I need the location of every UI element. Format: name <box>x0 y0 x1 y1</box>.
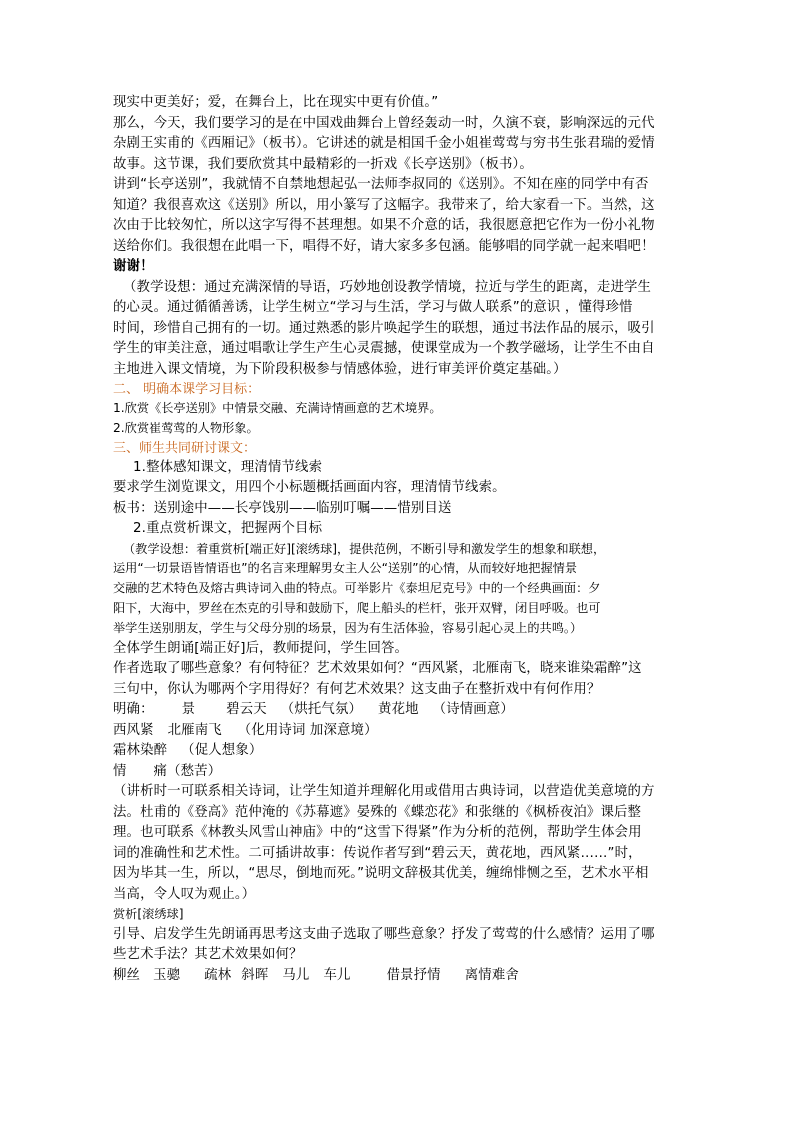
text-line: 故事。这节课，我们要欣赏其中最精彩的一折戏《长亭送别》（板书）。 <box>113 156 533 172</box>
text-line: 当高，令人叹为观止。） <box>113 886 256 902</box>
clarify-row <box>113 721 683 742</box>
text-line: 次由于比较匆忙，所以这字写得不甚理想。如果不介意的话，我很愿意把它作为一份小礼物 <box>113 218 655 233</box>
text-line: 主地进入课文情境，为下阶段积极参与情感体验，进行审美评价奠定基础。） <box>113 361 567 377</box>
clarify-cell: （化用诗词 加深意境） <box>237 722 378 738</box>
text-line: 学生的审美注意，通过唱歌让学生产生心灵震撼，使课堂成为一个教学磁场，让学生不由自 <box>113 341 655 356</box>
board-writing: 板书：送别途中——长亭饯别——临别叮嘱——惜别目送 <box>113 500 452 516</box>
clarify-cell: （诗情画意） <box>432 702 514 718</box>
imagery-row <box>113 966 683 987</box>
text-line: （教学设想：通过充满深情的导语，巧妙地创设教学情境，拉近与学生的距离，走进学生 <box>123 279 652 295</box>
text-line: 时间，珍惜自己拥有的一切。通过熟悉的影片唤起学生的联想，通过书法作品的展示，吸引 <box>113 320 655 336</box>
section-heading-study: 三、师生共同研讨课文： <box>113 440 257 456</box>
document-page <box>113 93 683 986</box>
goal-item: 2.欣赏崔莺莺的人物形象。 <box>113 420 259 435</box>
text-line: 杂剧王实甫的《西厢记》（板书）。它讲述的就是相国千金小姐崔莺莺与穷书生张君瑞的爱情 <box>113 136 655 151</box>
clarify-cell: 碧云天 <box>226 702 267 718</box>
appreciate-title: 赏析[滚绣球] <box>113 907 184 922</box>
text-line: （讲析时一可联系相关诗词，让学生知道并理解化用或借用古典诗词，以营造优美意境的方 <box>113 784 655 800</box>
teaching-design-3 <box>113 782 683 905</box>
clarify-cell: 西风紧 <box>113 722 154 738</box>
text-line: 要求学生浏览课文，用四个小标题概括画面内容，理清情节线索。 <box>113 480 506 496</box>
text-line: 谢谢！ <box>113 259 154 274</box>
text-line: 些艺术手法？其艺术效果如何？ <box>113 947 303 963</box>
text-line: 词的准确性和艺术性。二可插讲故事：传说作者写到“碧云天，黄花地，西风紧……”时， <box>113 845 642 861</box>
text-line: 送给你们。我很想在此唱一下，唱得不好，请大家多多包涵。能够唱的同学就一起来唱吧！ <box>113 238 655 254</box>
teaching-design-2 <box>113 540 683 639</box>
clarify-row <box>113 741 683 762</box>
imagery-cell: 柳丝 <box>113 967 141 983</box>
text-line: 举学生送别朋友，学生与父母分别的场景，因为有生活体验，容易引起心灵上的共鸣。） <box>113 620 583 635</box>
imagery-cell: 离情难舍 <box>464 967 519 983</box>
clarify-cell: 情 <box>113 763 127 779</box>
imagery-cell: 斜晖 <box>241 967 269 983</box>
text-line: （教学设想：着重赏析[端正好][滚绣球]，提供范例，不断引导和激发学生的想象和联想， <box>123 541 606 556</box>
text-line: 理。也可联系《林教头风雪山神庙》中的“这雪下得紧”作为分析的范例，帮助学生体会用 <box>113 825 642 841</box>
clarify-label: 明确： <box>113 702 154 718</box>
text-line: 现实中更美好；爱，在舞台上，比在现实中更有价值。” <box>113 95 439 110</box>
text-line: 的心灵。通过循循善诱，让学生树立“学习与生活，学习与做人联系”的意识 ，懂得珍惜 <box>113 300 633 315</box>
text-line: 那么，今天，我们要学习的是在中国戏曲舞台上曾经轰动一时，久演不衰，影响深远的元代 <box>113 115 655 131</box>
imagery-cell: 车儿 <box>323 967 351 983</box>
imagery-cell: 玉骢 <box>153 967 181 983</box>
text-line: 全体学生朗诵[端正好]后，教师提问，学生回答。 <box>113 640 409 656</box>
text-line: 引导、启发学生先朗诵再思考这支曲子选取了哪些意象？抒发了莺莺的什么感情？运用了哪 <box>113 926 655 942</box>
text-line: 三句中，你认为哪两个字用得好？有何艺术效果？这支曲子在整折戏中有何作用？ <box>113 681 601 697</box>
step-title: 2.重点赏析课文，把握两个目标 <box>133 521 323 537</box>
clarify-row <box>113 762 683 783</box>
imagery-cell: 马儿 <box>282 967 310 983</box>
clarify-cell: （促人想象） <box>181 743 263 759</box>
clarify-cell: 黄花地 <box>378 702 419 718</box>
clarify-cell: （烘托气氛） <box>280 702 363 718</box>
clarify-row <box>113 700 683 721</box>
text-line: 法。杜甫的《登高》范仲淹的《苏幕遮》晏殊的《蝶恋花》和张继的《枫桥夜泊》课后整 <box>113 804 642 820</box>
paragraph-intro-end <box>113 93 683 175</box>
goal-item: 1.欣赏《长亭送别》中情景交融、充满诗情画意的艺术境界。 <box>113 401 442 415</box>
teaching-design-1 <box>113 278 683 381</box>
clarify-cell: 痛（愁苦） <box>153 763 222 779</box>
text-line: 知道？我很喜欢这《送别》所以，用小篆写了这幅字。我带来了，给大家看一下。当然，这 <box>113 197 655 213</box>
text-line: 作者选取了哪些意象？有何特征？艺术效果如何？“西风紧，北雁南飞，晓来谁染霜醉”这 <box>113 661 642 677</box>
clarify-cell: 景 <box>181 702 196 718</box>
text-line: 讲到“长亭送别”，我就情不自禁地想起弘一法师李叔同的《送别》。不知在座的同学中有否 <box>113 177 649 192</box>
imagery-cell: 借景抒情 <box>386 967 441 983</box>
text-line: 阳下，大海中，罗丝在杰克的引导和鼓励下，爬上船头的栏杆，张开双臂，闭目呼吸。也可 <box>113 600 601 615</box>
paragraph-song <box>113 175 683 278</box>
text-line: 运用“一切景语皆情语也”的名言来理解男女主人公“送别”的心情，从而较好地把握情景 <box>113 561 578 576</box>
text-line: 因为毕其一生，所以，“思尽，倒地而死。”说明文辞极其优美，缠绵悱恻之至，艺术水平相 <box>113 866 649 882</box>
clarify-cell: 北雁南飞 <box>167 722 222 738</box>
section-heading-goals: 二、 明确本课学习目标： <box>113 382 261 397</box>
step-title: 1.整体感知课文，理清情节线索 <box>133 459 323 475</box>
text-line: 交融的艺术特色及熔古典诗词入曲的特点。可举影片《泰坦尼克号》中的一个经典画面：夕 <box>113 581 601 596</box>
clarify-cell: 霜林染醉 <box>113 743 168 759</box>
imagery-cell: 疏林 <box>204 967 232 983</box>
